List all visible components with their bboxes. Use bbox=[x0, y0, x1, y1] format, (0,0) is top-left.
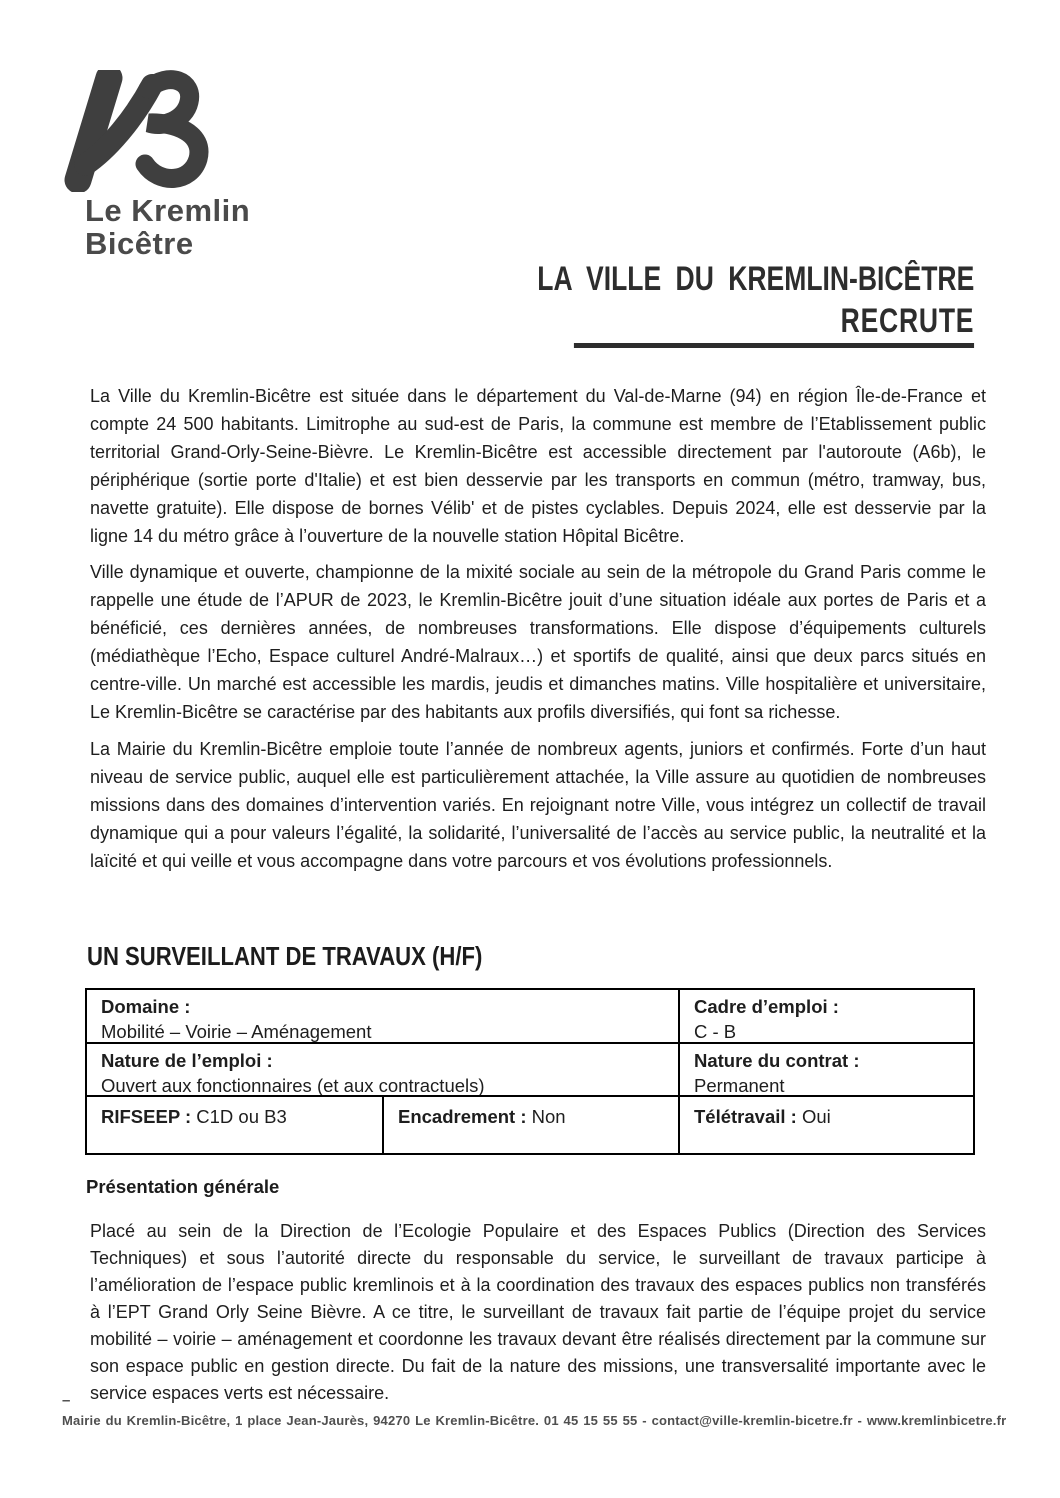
nature-emploi-value: Ouvert aux fonctionnaires (et aux contractuels) bbox=[101, 1075, 485, 1096]
nature-contrat-value: Permanent bbox=[694, 1075, 785, 1096]
intro-paragraph-dynamic-city: Ville dynamique et ouverte, championne de la mixité sociale au sein de la métropole du Grand Paris comme le rappelle une étude de l’APUR de 2023, le Kremlin-Bicêtre jouit d’une situation idéale aux portes de Paris et a bénéficié, ces dernières années, de nombreuses transformations. Elle dispose d’équipements culturels (médiathèque l’Echo, Espace culturel André-Malraux…) et sportifs de qualité, ainsi que deux parcs situés en centre-ville. Un marché est accessible les mardis, jeudis et dimanches matins. Ville hospitalière et universitaire, Le Kremlin-Bicêtre se caractérise par des habitants aux profils diversifiés, qui font sa richesse. bbox=[90, 562, 986, 722]
cadre-emploi-value: C - B bbox=[694, 1021, 737, 1042]
title-line1: LA VILLE DU KREMLIN-BICÊTRE bbox=[536, 260, 974, 298]
table-cell-cadre-emploi bbox=[680, 990, 973, 1044]
recruitment-title bbox=[537, 258, 974, 348]
teletravail-label: Télétravail : bbox=[694, 1106, 797, 1127]
title-line2-recrute: RECRUTE bbox=[574, 300, 974, 348]
presentation-paragraph: Placé au sein de la Direction de l’Ecologie Populaire et des Espaces Publics (Direction des Services Techniques) et sous l’autorité directe du responsable du service, le surveillant de travaux participe à l’amélioration de l’espace public kremlinois et à la coordination des travaux des espaces publics non transférés à l’EPT Grand Orly Seine Bièvre. A ce titre, le surveillant de travaux fait partie de l’équipe projet du service mobilité – voirie – aménagement et coordonne les travaux devant être réalisés directement par la commune sur son espace public en gestion directe. Du fait de la nature des missions, une transversalité importante avec le service espaces verts est nécessaire. bbox=[90, 1221, 986, 1403]
rifseep-label: RIFSEEP : bbox=[101, 1106, 192, 1127]
table-cell-nature-emploi bbox=[87, 1044, 680, 1097]
table-cell-teletravail bbox=[680, 1097, 973, 1153]
job-info-table bbox=[85, 988, 975, 1155]
teletravail-value: Oui bbox=[801, 1106, 831, 1127]
job-title-heading: UN SURVEILLANT DE TRAVAUX (H/F) bbox=[87, 941, 483, 971]
encadrement-value: Non bbox=[531, 1106, 566, 1127]
nature-emploi-label: Nature de l’emploi : bbox=[101, 1050, 273, 1071]
table-cell-encadrement bbox=[384, 1097, 680, 1153]
footer-dash: – bbox=[62, 1392, 71, 1409]
logo-text-line1: Le Kremlin bbox=[85, 193, 251, 228]
footer-contact-line: Mairie du Kremlin-Bicêtre, 1 place Jean-Jaurès, 94270 Le Kremlin-Bicêtre. 01 45 15 55 55 - contact@ville-kremlin-bicetre.fr - www.kremlinbicetre.fr bbox=[62, 1413, 1007, 1428]
table-cell-rifseep bbox=[87, 1097, 384, 1153]
intro-paragraph-city: La Ville du Kremlin-Bicêtre est située dans le département du Val-de-Marne (94) en région Île-de-France et compte 24 500 habitants. Limitrophe au sud-est de Paris, la commune est membre de l’Etablissement public territorial Grand-Orly-Seine-Bièvre. Le Kremlin-Bicêtre est accessible directement par l'autoroute (A6b), le périphérique (sortie porte d'Italie) et est bien desservie par les transports en commun (métro, tramway, bus, navette gratuite). Elle dispose de bornes Vélib' et de pistes cyclables. Depuis 2024, elle est desservie par la ligne 14 du métro grâce à l’ouverture de la nouvelle station Hôpital Bicêtre. bbox=[90, 386, 986, 546]
city-logo bbox=[55, 70, 250, 260]
rifseep-value: C1D ou B3 bbox=[196, 1106, 287, 1127]
domaine-value: Mobilité – Voirie – Aménagement bbox=[101, 1021, 372, 1042]
domaine-label: Domaine : bbox=[101, 996, 191, 1017]
section-heading-presentation: Présentation générale bbox=[86, 1176, 280, 1197]
encadrement-label: Encadrement : bbox=[398, 1106, 527, 1127]
kb-monogram-icon bbox=[55, 70, 227, 192]
intro-paragraph-mairie: La Mairie du Kremlin-Bicêtre emploie toute l’année de nombreux agents, juniors et confirmés. Forte d’un haut niveau de service public, auquel elle est particulièrement attachée, la Ville assure au quotidien de nombreuses missions dans des domaines d’intervention variés. En rejoignant notre Ville, vous intégrez un collectif de travail dynamique qui a pour valeurs l’égalité, la solidarité, l’universalité de l’accès au service public, la neutralité et la laïcité et qui veille et vous accompagne dans votre parcours et vos évolutions professionnels. bbox=[90, 739, 986, 871]
nature-contrat-label: Nature du contrat : bbox=[694, 1050, 860, 1071]
table-cell-nature-contrat bbox=[680, 1044, 973, 1097]
table-cell-domaine bbox=[87, 990, 680, 1044]
cadre-emploi-label: Cadre d’emploi : bbox=[694, 996, 839, 1017]
logo-text-line2: Bicêtre bbox=[85, 226, 194, 261]
